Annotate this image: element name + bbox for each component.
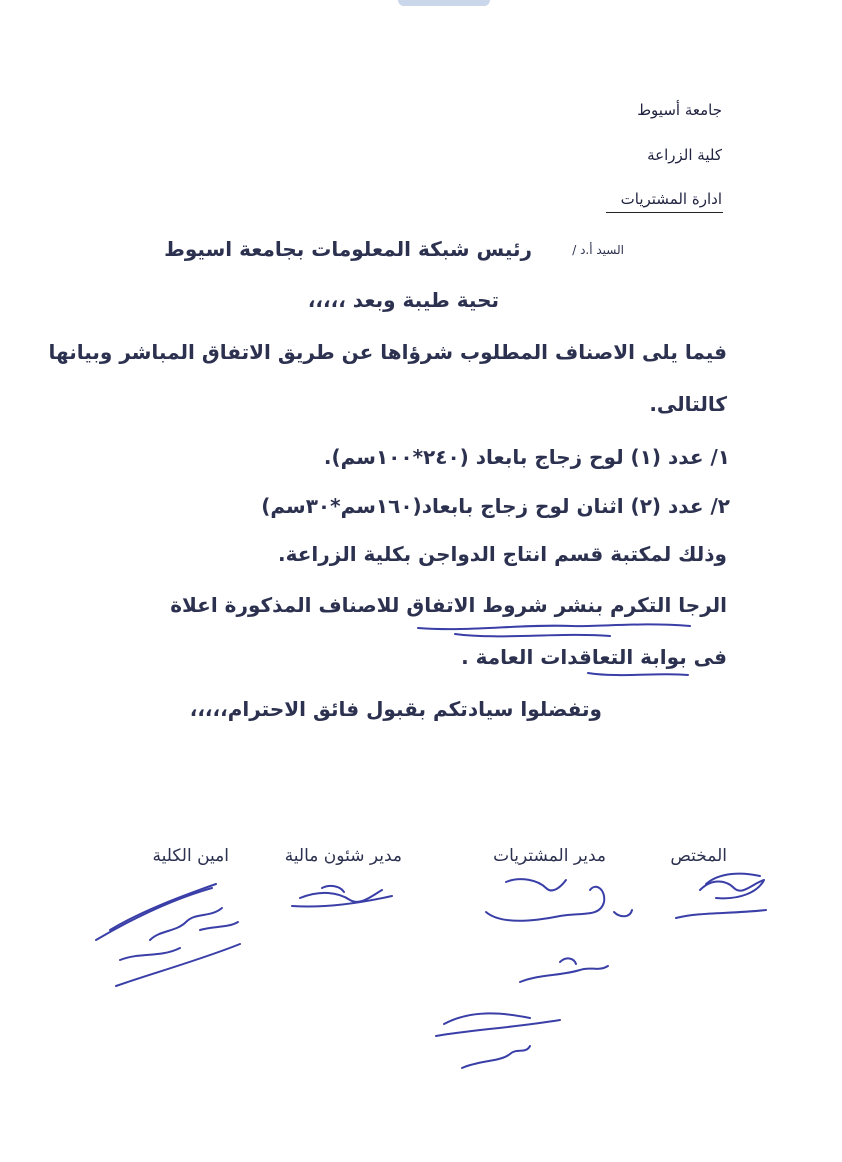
intro-line-1: فيما يلى الاصناف المطلوب شرؤاها عن طريق الاتفاق المباشر وبيانها: [48, 340, 727, 364]
request-line-2: فى بوابة التعاقدات العامة .: [461, 645, 727, 669]
ink-underline-3: [588, 673, 688, 675]
signature-label-specialist: المختص: [670, 846, 727, 866]
handwritten-annotation: [436, 958, 608, 1068]
addressee-prefix: السيد أ.د /: [572, 243, 624, 257]
signature-label-purchasing-manager: مدير المشتريات: [493, 846, 606, 866]
ink-underline-1: [418, 624, 690, 629]
signature-label-faculty-secretary: امين الكلية: [152, 846, 229, 866]
greeting: تحية طيبة وبعد ،،،،،: [307, 288, 499, 312]
purpose-line: وذلك لمكتبة قسم انتاج الدواجن بكلية الزراعة.: [278, 542, 727, 566]
signature-purchasing-manager: [486, 879, 632, 921]
faculty-name: كلية الزراعة: [647, 146, 722, 164]
signature-finance-manager: [292, 886, 392, 907]
university-name: جامعة أسيوط: [637, 101, 722, 119]
request-line-1: الرجا التكرم بنشر شروط الاتفاق للاصناف المذكورة اعلاة: [170, 593, 727, 617]
ink-underline-2: [455, 634, 610, 636]
item-2: ٢/ عدد (٢) اثنان لوح زجاج بابعاد(١٦٠سم*٣٠سم): [261, 494, 730, 518]
item-1: ١/ عدد (١) لوح زجاج بابعاد (٢٤٠*١٠٠سم).: [323, 445, 730, 469]
signature-faculty-secretary: [96, 884, 240, 986]
addressee: رئيس شبكة المعلومات بجامعة اسيوط: [164, 237, 532, 261]
signature-specialist: [676, 874, 766, 918]
intro-line-2: كالتالى.: [649, 392, 727, 416]
signature-label-finance-manager: مدير شئون مالية: [284, 846, 402, 866]
closing-line: وتفضلوا سيادتكم بقبول فائق الاحترام،،،،،: [189, 697, 602, 721]
department-name: ادارة المشتريات: [620, 190, 722, 208]
